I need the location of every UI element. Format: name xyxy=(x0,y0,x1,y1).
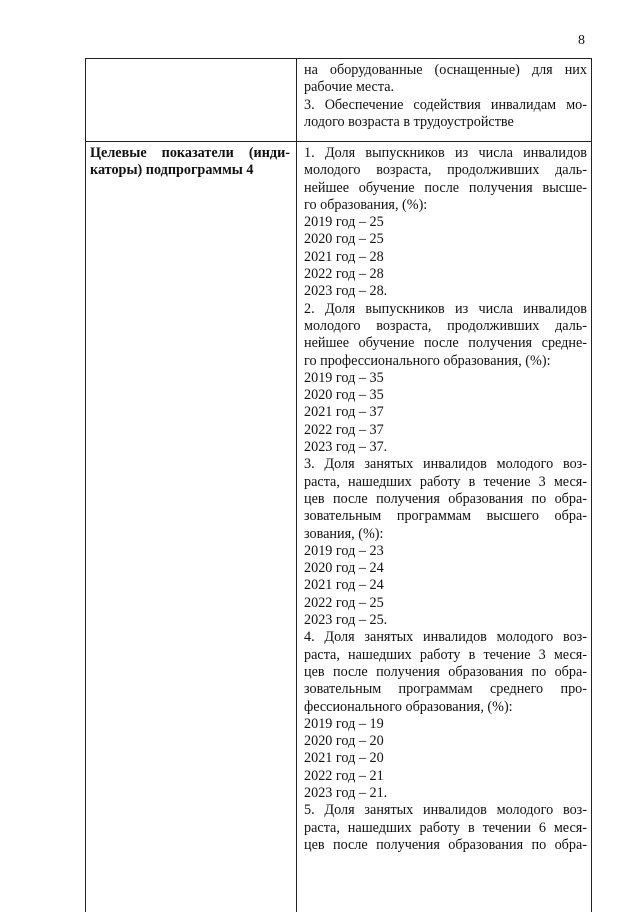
year-value: 2020 год – 35 xyxy=(304,387,587,404)
text-line: зовательным программам среднего про- xyxy=(304,681,587,698)
label-line: Целевые показатели (инди- xyxy=(90,145,290,162)
row-content-cell xyxy=(297,59,592,142)
table-row xyxy=(86,142,592,912)
text-line: 3. Доля занятых инвалидов молодого воз- xyxy=(304,456,587,473)
text-line: го образования, (%): xyxy=(304,197,587,214)
year-value: 2022 год – 28 xyxy=(304,266,587,283)
year-value: 2019 год – 23 xyxy=(304,543,587,560)
text-line: 3. Обеспечение содействия инвалидам мо- xyxy=(304,97,587,114)
text-line: фессионального образования, (%): xyxy=(304,699,587,716)
text-line: рабочие места. xyxy=(304,79,587,96)
text-line: го профессионального образования, (%): xyxy=(304,353,587,370)
year-value: 2022 год – 21 xyxy=(304,768,587,785)
text-line: цев после получения образования по обра- xyxy=(304,491,587,508)
text-line: цев после получения образования по обра- xyxy=(304,664,587,681)
year-value: 2022 год – 25 xyxy=(304,595,587,612)
indicator-4 xyxy=(304,629,587,802)
indicator-3 xyxy=(304,456,587,629)
year-value: 2019 год – 19 xyxy=(304,716,587,733)
text-line: лодого возраста в трудоустройстве xyxy=(304,114,587,131)
text-line: 2. Доля выпускников из числа инвалидов xyxy=(304,301,587,318)
year-value: 2020 год – 25 xyxy=(304,231,587,248)
indicator-5 xyxy=(304,802,587,854)
year-value: 2023 год – 25. xyxy=(304,612,587,629)
row-label-cell-empty xyxy=(86,59,297,142)
text-line: нейшее обучение после получения высше- xyxy=(304,180,587,197)
row-content-cell xyxy=(297,142,592,912)
year-value: 2019 год – 35 xyxy=(304,370,587,387)
text-line: зования, (%): xyxy=(304,526,587,543)
year-value: 2021 год – 20 xyxy=(304,750,587,767)
year-value: 2021 год – 37 xyxy=(304,404,587,421)
page-number: 8 xyxy=(578,33,585,49)
indicator-1 xyxy=(304,145,587,301)
year-value: 2021 год – 28 xyxy=(304,249,587,266)
text-line: 5. Доля занятых инвалидов молодого воз- xyxy=(304,802,587,819)
year-value: 2023 год – 28. xyxy=(304,283,587,300)
text-line: раста, нашедших работу в течение 3 меся- xyxy=(304,474,587,491)
year-value: 2023 год – 37. xyxy=(304,439,587,456)
row-label-cell xyxy=(86,142,297,912)
year-value: 2021 год – 24 xyxy=(304,577,587,594)
year-value: 2020 год – 20 xyxy=(304,733,587,750)
text-line: раста, нашедших работу в течение 3 меся- xyxy=(304,647,587,664)
year-value: 2023 год – 21. xyxy=(304,785,587,802)
text-line: нейшее обучение после получения средне- xyxy=(304,335,587,352)
indicator-2 xyxy=(304,301,587,457)
year-value: 2022 год – 37 xyxy=(304,422,587,439)
text-line: раста, нашедших работу в течении 6 меся- xyxy=(304,820,587,837)
target-indicators-label xyxy=(86,142,296,180)
text-line: цев после получения образования по обра- xyxy=(304,837,587,854)
text-line: молодого возраста, продолживших даль- xyxy=(304,318,587,335)
year-value: 2019 год – 25 xyxy=(304,214,587,231)
text-line: 4. Доля занятых инвалидов молодого воз- xyxy=(304,629,587,646)
program-table xyxy=(85,58,592,912)
text-line: молодого возраста, продолживших даль- xyxy=(304,162,587,179)
text-line: зовательным программам высшего обра- xyxy=(304,508,587,525)
year-value: 2020 год – 24 xyxy=(304,560,587,577)
label-line: каторы) подпрограммы 4 xyxy=(90,162,290,179)
table-row xyxy=(86,59,592,142)
text-line: на оборудованные (оснащенные) для них xyxy=(304,62,587,79)
text-line: 1. Доля выпускников из числа инвалидов xyxy=(304,145,587,162)
